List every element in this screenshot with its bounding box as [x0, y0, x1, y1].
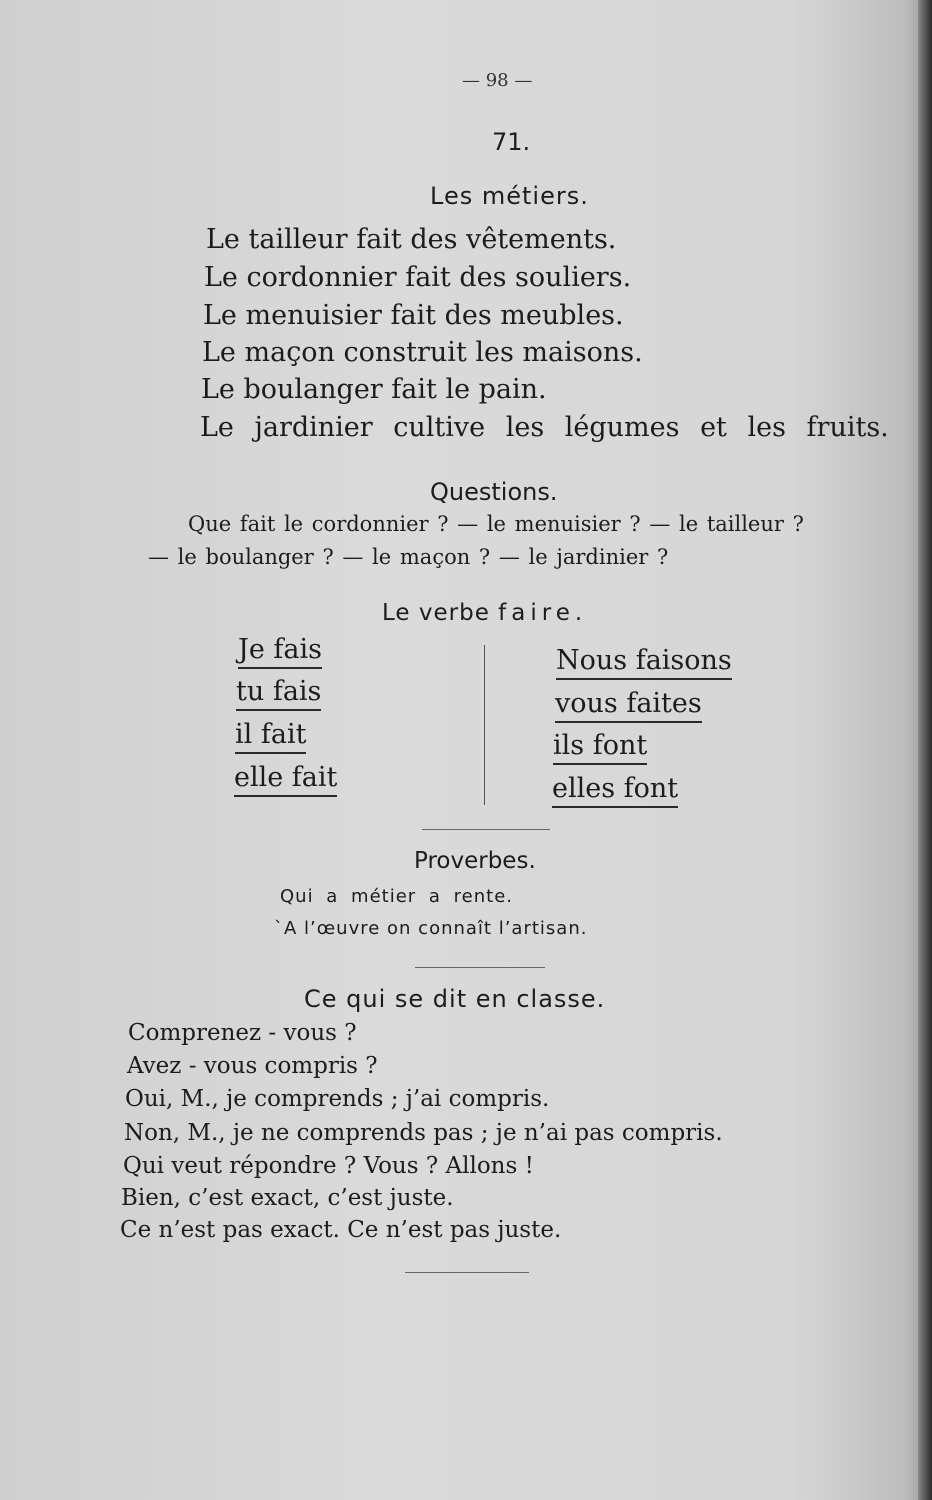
section-divider	[415, 967, 545, 968]
proverb-line: Qui a métier a rente.	[280, 886, 514, 907]
verbe-heading	[382, 600, 587, 626]
verbe-heading-prefix: Le verbe	[382, 600, 490, 626]
classe-line: Non, M., je ne comprends pas ; je n’ai pas compris.	[124, 1120, 723, 1146]
conjugation-divider	[484, 645, 485, 805]
proverbes-heading: Proverbes.	[414, 848, 536, 874]
classe-line: Ce n’est pas exact. Ce n’est pas juste.	[120, 1217, 562, 1243]
conjugation-plural: elles font	[552, 773, 678, 808]
page-edge-shadow	[918, 0, 932, 1500]
classe-line: Oui, M., je comprends ; j’ai compris.	[125, 1086, 550, 1112]
section-divider	[405, 1272, 529, 1273]
conjugation-singular: tu fais	[236, 676, 321, 711]
conjugation-plural: vous faites	[555, 688, 702, 723]
conjugation-singular: Je fais	[238, 634, 322, 669]
questions-heading: Questions.	[430, 478, 558, 506]
classe-line: Avez - vous compris ?	[127, 1053, 378, 1079]
page-number: — 98 —	[462, 70, 533, 91]
classe-heading: Ce qui se dit en classe.	[304, 985, 606, 1013]
conjugation-singular: il fait	[235, 719, 306, 754]
classe-line: Qui veut répondre ? Vous ? Allons !	[123, 1153, 534, 1179]
conjugation-plural: ils font	[553, 730, 647, 765]
proverb-line: `A l’œuvre on connaît l’artisan.	[274, 918, 588, 939]
lesson-number: 71.	[492, 128, 531, 156]
classe-line: Comprenez - vous ?	[128, 1020, 357, 1046]
section-divider	[422, 829, 550, 830]
metier-line: Le boulanger fait le pain.	[201, 374, 547, 405]
metier-line: Le tailleur fait des vêtements.	[206, 224, 617, 255]
conjugation-plural: Nous faisons	[556, 645, 732, 680]
conjugation-singular: elle fait	[234, 762, 337, 797]
verbe-heading-verb: faire.	[498, 600, 588, 626]
metier-line: Le cordonnier fait des souliers.	[204, 262, 632, 293]
metier-line: Le maçon construit les maisons.	[202, 337, 643, 368]
metier-line: Le menuisier fait des meubles.	[203, 300, 624, 331]
question-line: — le boulanger ? — le maçon ? — le jardinier ?	[148, 545, 669, 569]
metier-line: Le jardinier cultive les légumes et les fruits.	[200, 412, 889, 443]
question-line: Que fait le cordonnier ? — le menuisier ? — le tailleur ?	[188, 512, 804, 536]
metiers-heading: Les métiers.	[430, 182, 589, 210]
classe-line: Bien, c’est exact, c’est juste.	[121, 1185, 454, 1211]
